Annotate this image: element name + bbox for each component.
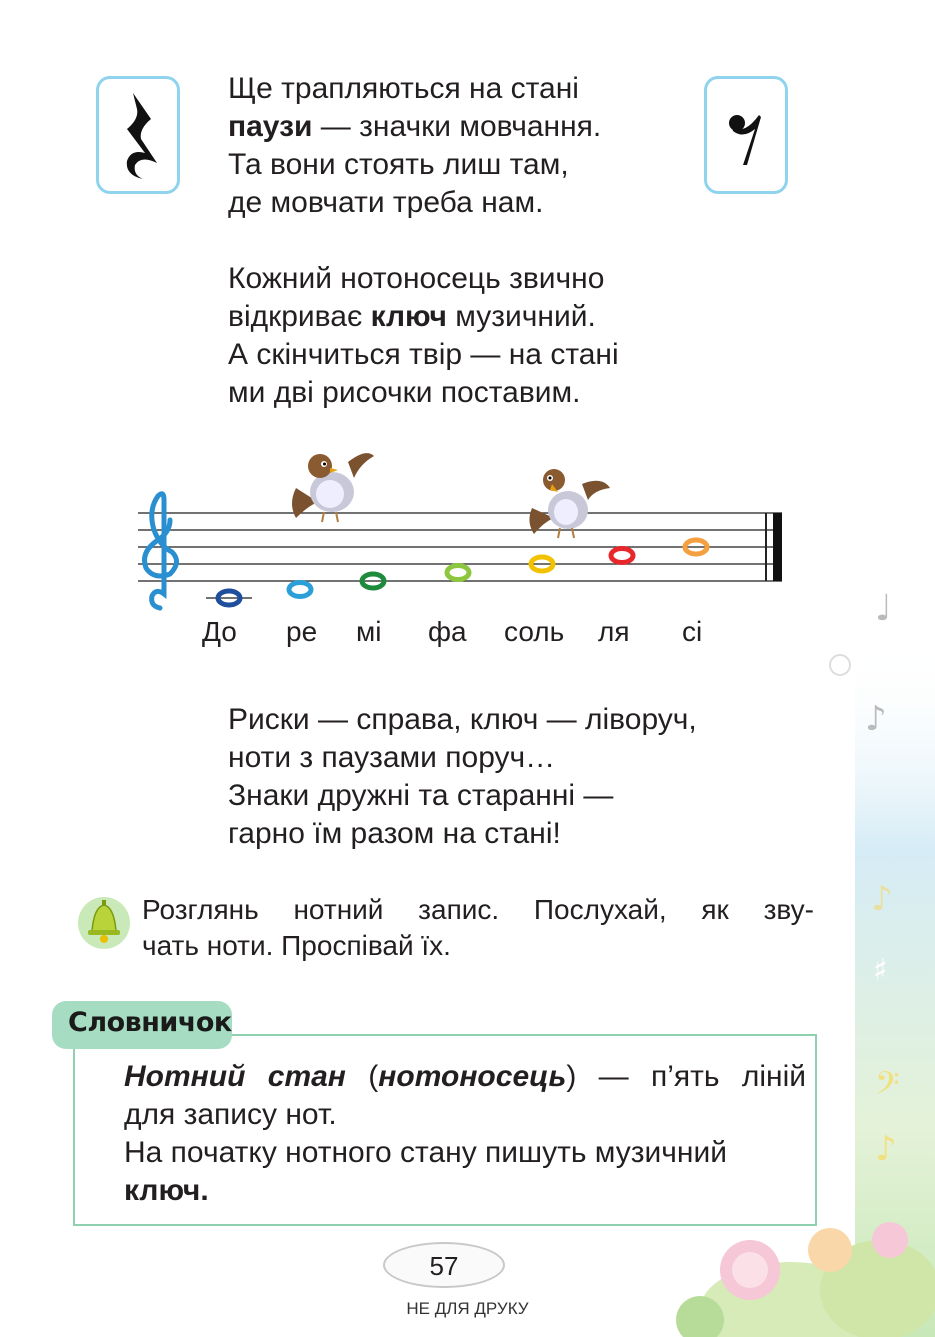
note-label-fa: фа	[428, 616, 467, 647]
note-label-si: сі	[682, 616, 703, 647]
sparrow-icon	[529, 469, 610, 538]
svg-text:♩: ♩	[875, 588, 892, 629]
glossary-line-4	[124, 1172, 806, 1210]
eighth-rest-box	[704, 76, 788, 194]
treble-clef-icon	[145, 494, 177, 608]
note-4	[447, 566, 469, 580]
note-label-mi: мі	[356, 616, 382, 647]
glossary-def-1: ) — п’ять ліній	[566, 1060, 806, 1093]
stanza-3	[228, 701, 697, 853]
quarter-rest-box	[96, 76, 180, 194]
glossary-tab: Словничок	[52, 1001, 232, 1049]
glossary-term-notonosets: нотоносець	[378, 1060, 567, 1093]
note-label-do: До	[202, 616, 237, 647]
stanza-3-line-4: гарно їм разом на стані!	[228, 817, 561, 850]
quarter-rest-icon	[99, 79, 177, 191]
glossary-line-3: На початку нотного стану пишуть музичний	[124, 1136, 727, 1169]
stanza-3-line-1: Риски — справа, ключ — ліворуч,	[228, 703, 697, 736]
glossary-term-staff: Нотний стан	[124, 1060, 346, 1093]
stanza-3-line-2: ноти з паузами поруч…	[228, 741, 556, 774]
svg-text:♪: ♪	[871, 879, 893, 919]
page-number: 57	[383, 1242, 505, 1288]
stanza-2-line-3: А скінчиться твір — на стані	[228, 338, 619, 371]
bell-icon	[76, 893, 132, 951]
sparrow-icon	[292, 453, 374, 522]
note-6	[611, 549, 633, 563]
footer-notice: НЕ ДЛЯ ДРУКУ	[406, 1299, 529, 1318]
note-label-sol: соль	[504, 616, 565, 647]
stanza-1-line-2	[228, 108, 601, 146]
stanza-2-line-1: Кожний нотоносець звично	[228, 262, 605, 295]
stanza-2-line-2	[228, 298, 619, 336]
glossary-text	[124, 1058, 806, 1210]
glossary-line-2: для запису нот.	[124, 1098, 337, 1131]
stanza-1	[228, 70, 601, 222]
stanza-2-line-2-pre: відкриває	[228, 300, 371, 333]
stanza-3-line-3: Знаки дружні та старанні —	[228, 779, 614, 812]
stanza-1-line-3: Та вони стоять лиш там,	[228, 148, 569, 181]
svg-text:𝄢: 𝄢	[875, 1065, 900, 1109]
note-label-la: ля	[598, 616, 630, 647]
svg-text:♯: ♯	[873, 953, 888, 988]
notes-layer	[218, 540, 707, 605]
stanza-2-line-2-post: музичний.	[446, 300, 596, 333]
glossary-term-clef: ключ.	[124, 1174, 209, 1207]
task-instruction	[142, 892, 814, 964]
task-line-2: чать ноти. Проспівай їх.	[142, 930, 451, 961]
svg-text:♪: ♪	[875, 1129, 897, 1169]
stanza-1-line-2-text: — значки мовчання.	[312, 110, 602, 143]
stanza-1-line-4: де мовчати треба нам.	[228, 186, 544, 219]
task-line-1: Розглянь нотний запис. Послухай, як зву-	[142, 894, 814, 925]
svg-text:♪: ♪	[865, 699, 887, 739]
term-pauses: паузи	[228, 110, 313, 143]
note-2	[289, 583, 311, 597]
stanza-2-line-4: ми дві рисочки поставим.	[228, 376, 581, 409]
stanza-1-line-1: Ще трапляються на стані	[228, 72, 579, 105]
term-clef: ключ	[370, 300, 447, 333]
glossary-line-1	[124, 1058, 806, 1096]
eighth-rest-icon	[707, 79, 785, 191]
glossary-paren-open: (	[345, 1060, 379, 1093]
music-staff	[130, 440, 790, 640]
stanza-2	[228, 260, 619, 412]
note-label-re: ре	[286, 616, 318, 647]
